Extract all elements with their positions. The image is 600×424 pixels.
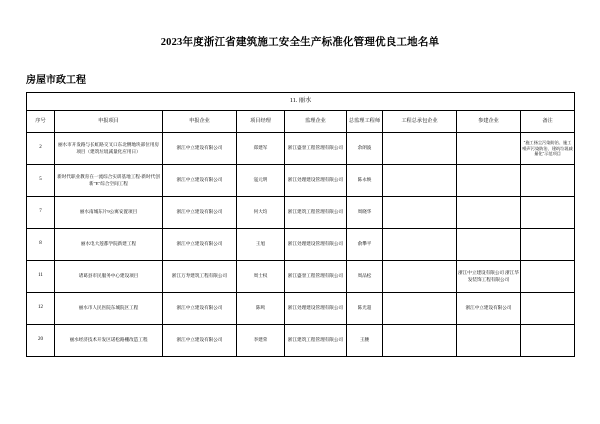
cell-supervisor: 浙江处理建设管理有限公司 — [285, 165, 347, 197]
cell-participant: 浙江中立建设有限公司 浙江华发装饰工程有限公司 — [457, 261, 521, 293]
cell-remark — [521, 197, 575, 229]
cell-manager: 陈鸣 — [237, 293, 285, 325]
cell-supervisor: 浙江处理建设管理有限公司 — [285, 229, 347, 261]
cell-project: 诸葛县市民服务中心建设项目 — [55, 261, 163, 293]
cell-participant — [457, 325, 521, 357]
section-heading: 房屋市政工程 — [26, 75, 86, 86]
table-row — [27, 229, 575, 261]
cell-remark — [521, 229, 575, 261]
table-row — [27, 293, 575, 325]
cell-chief: 周品松 — [347, 261, 383, 293]
column-header: 项目经理 — [237, 111, 285, 133]
page-title: 2023年度浙江省建筑施工安全生产标准化管理优良工地名单 — [160, 37, 440, 48]
column-header: 参建企业 — [457, 111, 521, 133]
table-row — [27, 325, 575, 357]
cell-participant: 浙江中立建设有限公司 — [457, 293, 521, 325]
cell-seq: 7 — [27, 197, 55, 229]
cell-project: 新时代职业教育在一流综合实训基地工程-新时代创新"E"综合空间工程 — [55, 165, 163, 197]
cell-participant — [457, 165, 521, 197]
cell-project: 丽水南城东片9公寓安置项目 — [55, 197, 163, 229]
cell-chief: 余朗波 — [347, 133, 383, 165]
cell-manager: 寇元明 — [237, 165, 285, 197]
table-row — [27, 197, 575, 229]
cell-supervisor: 浙江盛誉工程管理有限公司 — [285, 261, 347, 293]
table-row — [27, 133, 575, 165]
cell-supervisor: 浙江建筑工程管理有限公司 — [285, 325, 347, 357]
cell-remark: "施工扬尘污染防治、施工噪声污染防治、建筑垃圾减量化"示范项目 — [521, 133, 575, 165]
cell-project: 丽水市开发路与长虹路交叉口东北侧地块部位用房项目（建筑垃圾减量化应用日） — [55, 133, 163, 165]
column-header: 总监理工程师 — [347, 111, 383, 133]
cell-chief: 周晓华 — [347, 197, 383, 229]
cell-remark — [521, 261, 575, 293]
cell-chief: 陈光超 — [347, 293, 383, 325]
cell-participant — [457, 133, 521, 165]
cell-contractor — [383, 261, 457, 293]
column-header: 备注 — [521, 111, 575, 133]
cell-company: 浙江万寿建筑工程有限公司 — [163, 261, 237, 293]
cell-participant — [457, 197, 521, 229]
table-header-row — [27, 111, 575, 133]
table-row — [27, 165, 575, 197]
project-table — [26, 92, 575, 357]
cell-contractor — [383, 197, 457, 229]
cell-contractor — [383, 229, 457, 261]
cell-company: 浙江中立建设有限公司 — [163, 165, 237, 197]
cell-contractor — [383, 325, 457, 357]
region-label: 11. 丽水 — [27, 93, 575, 111]
cell-participant — [457, 229, 521, 261]
region-row — [27, 93, 575, 111]
column-header: 序号 — [27, 111, 55, 133]
cell-project: 丽水市人民医院东城院区工程 — [55, 293, 163, 325]
cell-supervisor: 浙江建筑工程管理有限公司 — [285, 197, 347, 229]
cell-company: 浙江中立建设有限公司 — [163, 197, 237, 229]
cell-project: 丽水电大莲都学院新建工程 — [55, 229, 163, 261]
cell-manager: 王旭 — [237, 229, 285, 261]
cell-project: 丽水经济技术开发区诺松路棚改造工程 — [55, 325, 163, 357]
column-header: 申报项目 — [55, 111, 163, 133]
cell-contractor — [383, 293, 457, 325]
cell-seq: 8 — [27, 229, 55, 261]
cell-remark — [521, 293, 575, 325]
cell-company: 浙江中立建设有限公司 — [163, 325, 237, 357]
cell-company: 浙江中立建设有限公司 — [163, 293, 237, 325]
cell-supervisor: 浙江处理建设管理有限公司 — [285, 293, 347, 325]
cell-contractor — [383, 133, 457, 165]
cell-manager: 郑建军 — [237, 133, 285, 165]
cell-remark — [521, 165, 575, 197]
column-header: 工程总承包企业 — [383, 111, 457, 133]
cell-company: 浙江中立建设有限公司 — [163, 229, 237, 261]
cell-chief: 俞攀平 — [347, 229, 383, 261]
cell-manager: 李建荣 — [237, 325, 285, 357]
column-header: 申报企业 — [163, 111, 237, 133]
cell-seq: 20 — [27, 325, 55, 357]
cell-seq: 2 — [27, 133, 55, 165]
cell-supervisor: 浙江盛誉工程管理有限公司 — [285, 133, 347, 165]
cell-seq: 12 — [27, 293, 55, 325]
column-header: 监理企业 — [285, 111, 347, 133]
cell-company: 浙江中立建设有限公司 — [163, 133, 237, 165]
table-row — [27, 261, 575, 293]
table-container — [26, 92, 574, 357]
cell-manager: 何大均 — [237, 197, 285, 229]
cell-chief: 陈永焕 — [347, 165, 383, 197]
cell-contractor — [383, 165, 457, 197]
cell-seq: 11 — [27, 261, 55, 293]
cell-remark — [521, 325, 575, 357]
cell-manager: 周士权 — [237, 261, 285, 293]
cell-chief: 王腰 — [347, 325, 383, 357]
cell-seq: 5 — [27, 165, 55, 197]
